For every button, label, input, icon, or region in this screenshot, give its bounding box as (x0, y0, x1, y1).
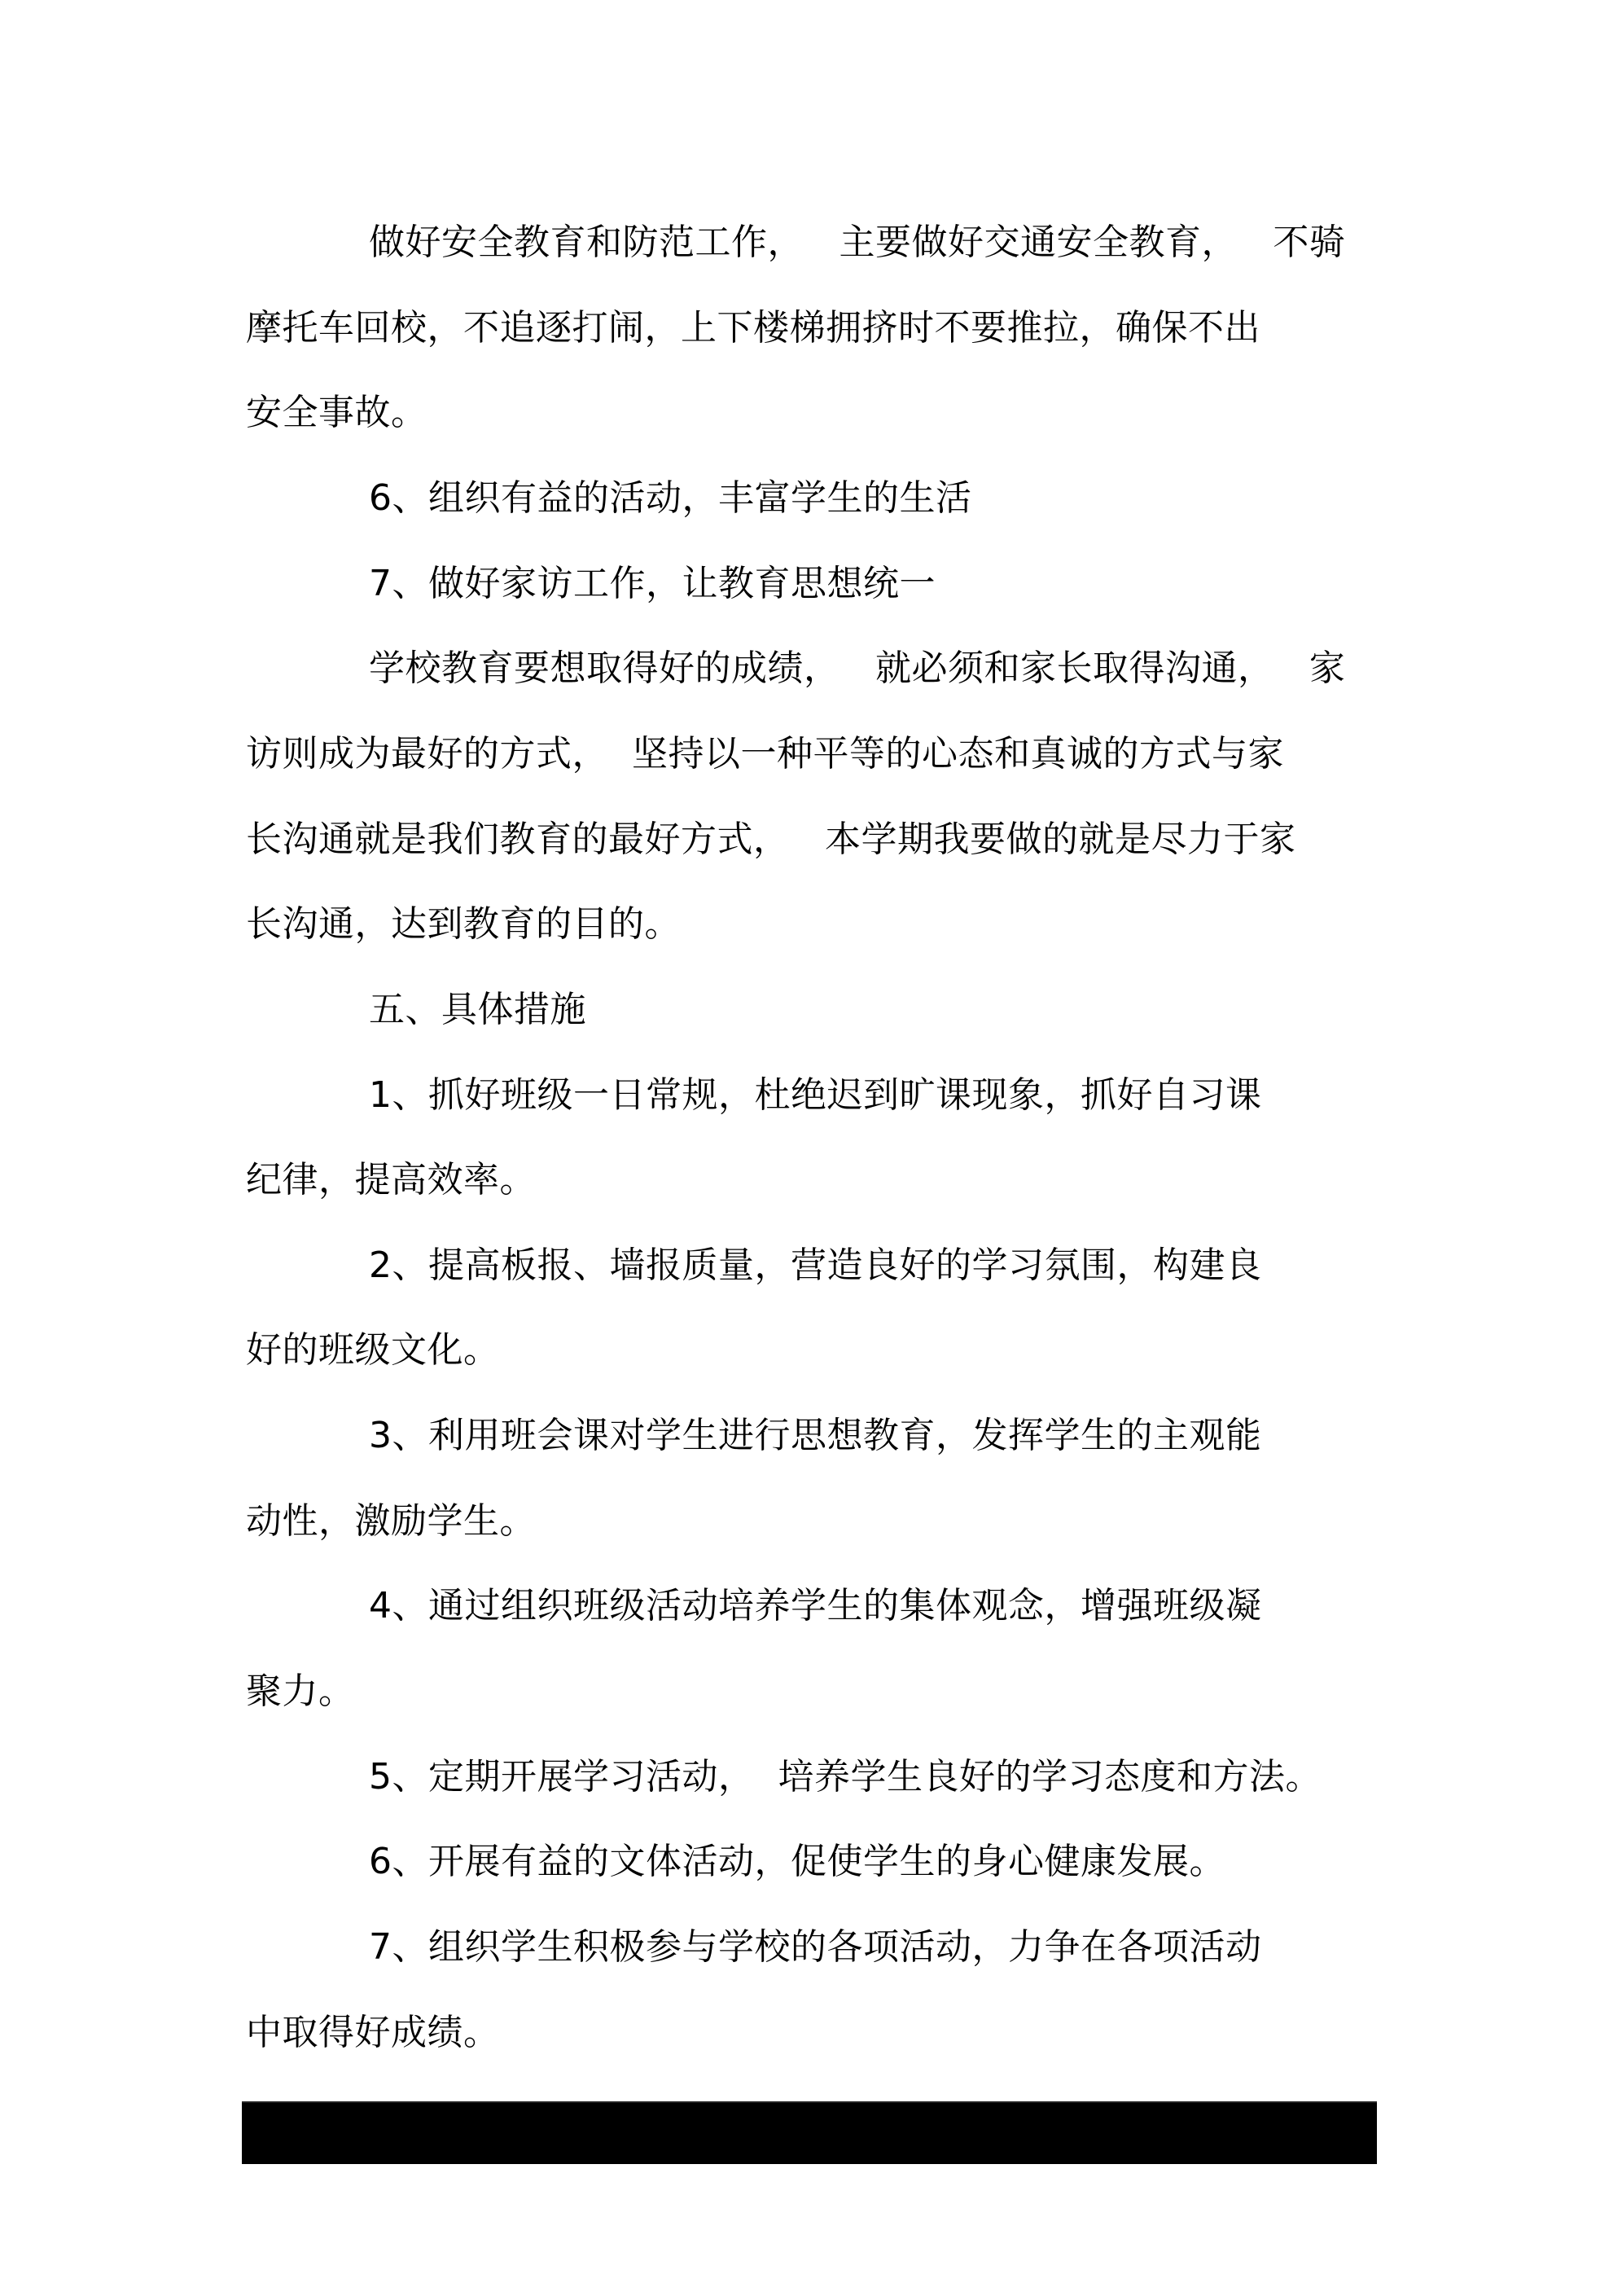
redaction-bar (242, 2101, 1377, 2164)
paragraph-line: 做好安全教育和防范工作， 主要做好交通安全教育， 不骑 (369, 222, 1346, 263)
list-item: 2、提高板报、墙报质量，营造良好的学习氛围，构建良 (369, 1245, 1262, 1286)
paragraph-line: 长沟通，达到教育的目的。 (246, 903, 681, 945)
list-item: 6、开展有益的文体活动，促使学生的身心健康发展。 (369, 1841, 1225, 1882)
list-item-continuation: 聚力。 (246, 1670, 355, 1712)
paragraph-line: 长沟通就是我们教育的最好方式， 本学期我要做的就是尽力于家 (246, 819, 1296, 860)
list-item: 7、组织学生积极参与学校的各项活动，力争在各项活动 (369, 1926, 1262, 1968)
list-item: 4、通过组织班级活动培养学生的集体观念，增强班级凝 (369, 1585, 1262, 1627)
paragraph-line: 摩托车回校，不追逐打闹，上下楼梯拥挤时不要推拉，确保不出 (246, 307, 1260, 349)
list-item: 3、利用班会课对学生进行思想教育，发挥学生的主观能 (369, 1415, 1262, 1456)
list-item-continuation: 动性，激励学生。 (246, 1500, 536, 1542)
list-item-continuation: 纪律，提高效率。 (246, 1159, 536, 1201)
list-item-heading: 6、组织有益的活动，丰富学生的生活 (369, 477, 972, 519)
paragraph-line: 学校教育要想取得好的成绩， 就必须和家长取得沟通， 家 (369, 648, 1346, 689)
section-heading: 五、具体措施 (369, 989, 586, 1030)
paragraph-line: 安全事故。 (246, 392, 427, 433)
list-item-continuation: 中取得好成绩。 (246, 2012, 500, 2053)
list-item: 5、定期开展学习活动， 培养学生良好的学习态度和方法。 (369, 1756, 1322, 1798)
list-item: 1、抓好班级一日常规，杜绝迟到旷课现象，抓好自习课 (369, 1074, 1262, 1116)
list-item-continuation: 好的班级文化。 (246, 1329, 500, 1371)
paragraph-line: 访则成为最好的方式， 坚持以一种平等的心态和真诚的方式与家 (246, 733, 1284, 775)
list-item-heading: 7、做好家访工作，让教育思想统一 (369, 563, 936, 604)
